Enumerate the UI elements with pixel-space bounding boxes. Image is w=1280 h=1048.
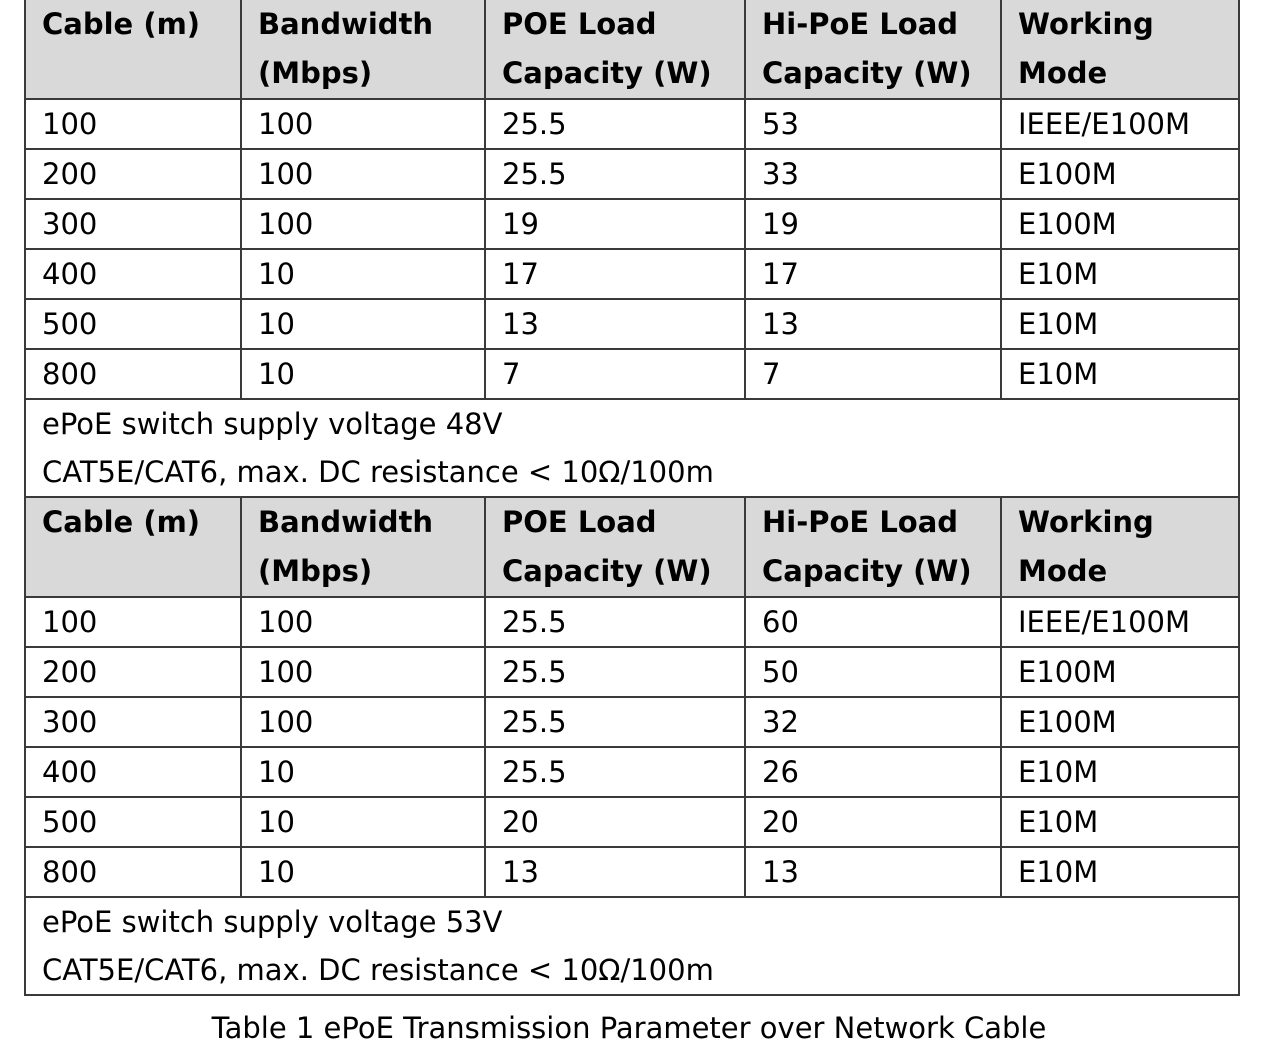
notes-row: [25, 897, 1239, 995]
column-header: [25, 497, 241, 597]
table-row: [25, 299, 1239, 349]
table-cell: 500: [25, 299, 241, 349]
column-header: [485, 497, 745, 597]
column-header-line: POE Load: [502, 505, 657, 539]
column-header: [485, 0, 745, 99]
table-cell: 13: [485, 299, 745, 349]
table-cell: 17: [485, 249, 745, 299]
table-row: [25, 697, 1239, 747]
column-header-line: Capacity (W): [762, 56, 972, 90]
table-cell: 25.5: [485, 99, 745, 149]
table-cell: 200: [25, 647, 241, 697]
table-cell: 300: [25, 199, 241, 249]
column-header-line: Capacity (W): [502, 56, 712, 90]
table-cell: 53: [745, 99, 1001, 149]
table-cell: 100: [241, 597, 485, 647]
table-cell: 13: [745, 847, 1001, 897]
table-cell: 17: [745, 249, 1001, 299]
column-header: [241, 497, 485, 597]
column-header-line: (Mbps): [258, 554, 373, 588]
table-cell: 400: [25, 249, 241, 299]
table-caption: Table 1 ePoE Transmission Parameter over Network Cable: [211, 1011, 1047, 1045]
table-cell: 20: [745, 797, 1001, 847]
table-cell: 33: [745, 149, 1001, 199]
table-cell: 100: [241, 149, 485, 199]
table-cell: 300: [25, 697, 241, 747]
note-line: CAT5E/CAT6, max. DC resistance < 10Ω/100m: [42, 455, 714, 489]
table-row: [25, 149, 1239, 199]
header-row: [25, 497, 1239, 597]
column-header-line: Working: [1018, 505, 1154, 539]
table-row: [25, 797, 1239, 847]
table-cell: 100: [241, 647, 485, 697]
table-cell: 13: [485, 847, 745, 897]
table-cell: E10M: [1001, 747, 1239, 797]
table-cell: E100M: [1001, 199, 1239, 249]
column-header-line: Mode: [1018, 554, 1108, 588]
table-row: [25, 747, 1239, 797]
table-cell: 400: [25, 747, 241, 797]
notes-cell: [25, 399, 1239, 497]
table-cell: E10M: [1001, 797, 1239, 847]
table-cell: 10: [241, 249, 485, 299]
column-header: [745, 0, 1001, 99]
table-cell: E10M: [1001, 299, 1239, 349]
table-cell: 10: [241, 847, 485, 897]
table-cell: 13: [745, 299, 1001, 349]
table-cell: E100M: [1001, 149, 1239, 199]
column-header: [25, 0, 241, 99]
table-cell: 20: [485, 797, 745, 847]
column-header-line: (Mbps): [258, 56, 373, 90]
table-cell: 500: [25, 797, 241, 847]
table-row: [25, 597, 1239, 647]
table-cell: 7: [485, 349, 745, 399]
table-cell: 10: [241, 747, 485, 797]
table-cell: 25.5: [485, 747, 745, 797]
table-cell: 200: [25, 149, 241, 199]
table-cell: 32: [745, 697, 1001, 747]
column-header-line: Capacity (W): [762, 554, 972, 588]
column-header-line: Capacity (W): [502, 554, 712, 588]
column-header-line: Hi-PoE Load: [762, 505, 959, 539]
table-cell: 7: [745, 349, 1001, 399]
table-cell: 10: [241, 349, 485, 399]
table-cell: E10M: [1001, 847, 1239, 897]
column-header: [1001, 0, 1239, 99]
table-cell: 100: [25, 597, 241, 647]
table-cell: 19: [745, 199, 1001, 249]
column-header-line: Bandwidth: [258, 505, 434, 539]
table-cell: 25.5: [485, 149, 745, 199]
table-cell: 10: [241, 299, 485, 349]
column-header-line: Cable (m): [42, 505, 201, 539]
table-row: [25, 647, 1239, 697]
table-cell: E100M: [1001, 697, 1239, 747]
table-cell: 100: [25, 99, 241, 149]
table-cell: 19: [485, 199, 745, 249]
header-row: [25, 0, 1239, 99]
table-cell: 800: [25, 349, 241, 399]
column-header-line: Cable (m): [42, 7, 201, 41]
column-header: [241, 0, 485, 99]
table-cell: E100M: [1001, 647, 1239, 697]
table-cell: 26: [745, 747, 1001, 797]
table-cell: 10: [241, 797, 485, 847]
table-cell: 25.5: [485, 597, 745, 647]
table-body: [25, 0, 1239, 995]
table-cell: 100: [241, 199, 485, 249]
table-cell: IEEE/E100M: [1001, 597, 1239, 647]
table-row: [25, 199, 1239, 249]
column-header-line: POE Load: [502, 7, 657, 41]
notes-row: [25, 399, 1239, 497]
note-line: ePoE switch supply voltage 53V: [42, 905, 503, 939]
note-line: ePoE switch supply voltage 48V: [42, 407, 503, 441]
table-row: [25, 99, 1239, 149]
table-row: [25, 249, 1239, 299]
column-header-line: Bandwidth: [258, 7, 434, 41]
table-cell: 25.5: [485, 647, 745, 697]
table-cell: 60: [745, 597, 1001, 647]
note-line: CAT5E/CAT6, max. DC resistance < 10Ω/100m: [42, 953, 714, 987]
table-cell: 50: [745, 647, 1001, 697]
column-header: [745, 497, 1001, 597]
table-cell: 100: [241, 697, 485, 747]
column-header: [1001, 497, 1239, 597]
column-header-line: Hi-PoE Load: [762, 7, 959, 41]
table-row: [25, 349, 1239, 399]
table-cell: E10M: [1001, 249, 1239, 299]
table-cell: IEEE/E100M: [1001, 99, 1239, 149]
column-header-line: Working: [1018, 7, 1154, 41]
table-cell: E10M: [1001, 349, 1239, 399]
transmission-parameter-table: [24, 0, 1240, 996]
table-row: [25, 847, 1239, 897]
table-cell: 100: [241, 99, 485, 149]
column-header-line: Mode: [1018, 56, 1108, 90]
notes-cell: [25, 897, 1239, 995]
table-cell: 800: [25, 847, 241, 897]
table-cell: 25.5: [485, 697, 745, 747]
